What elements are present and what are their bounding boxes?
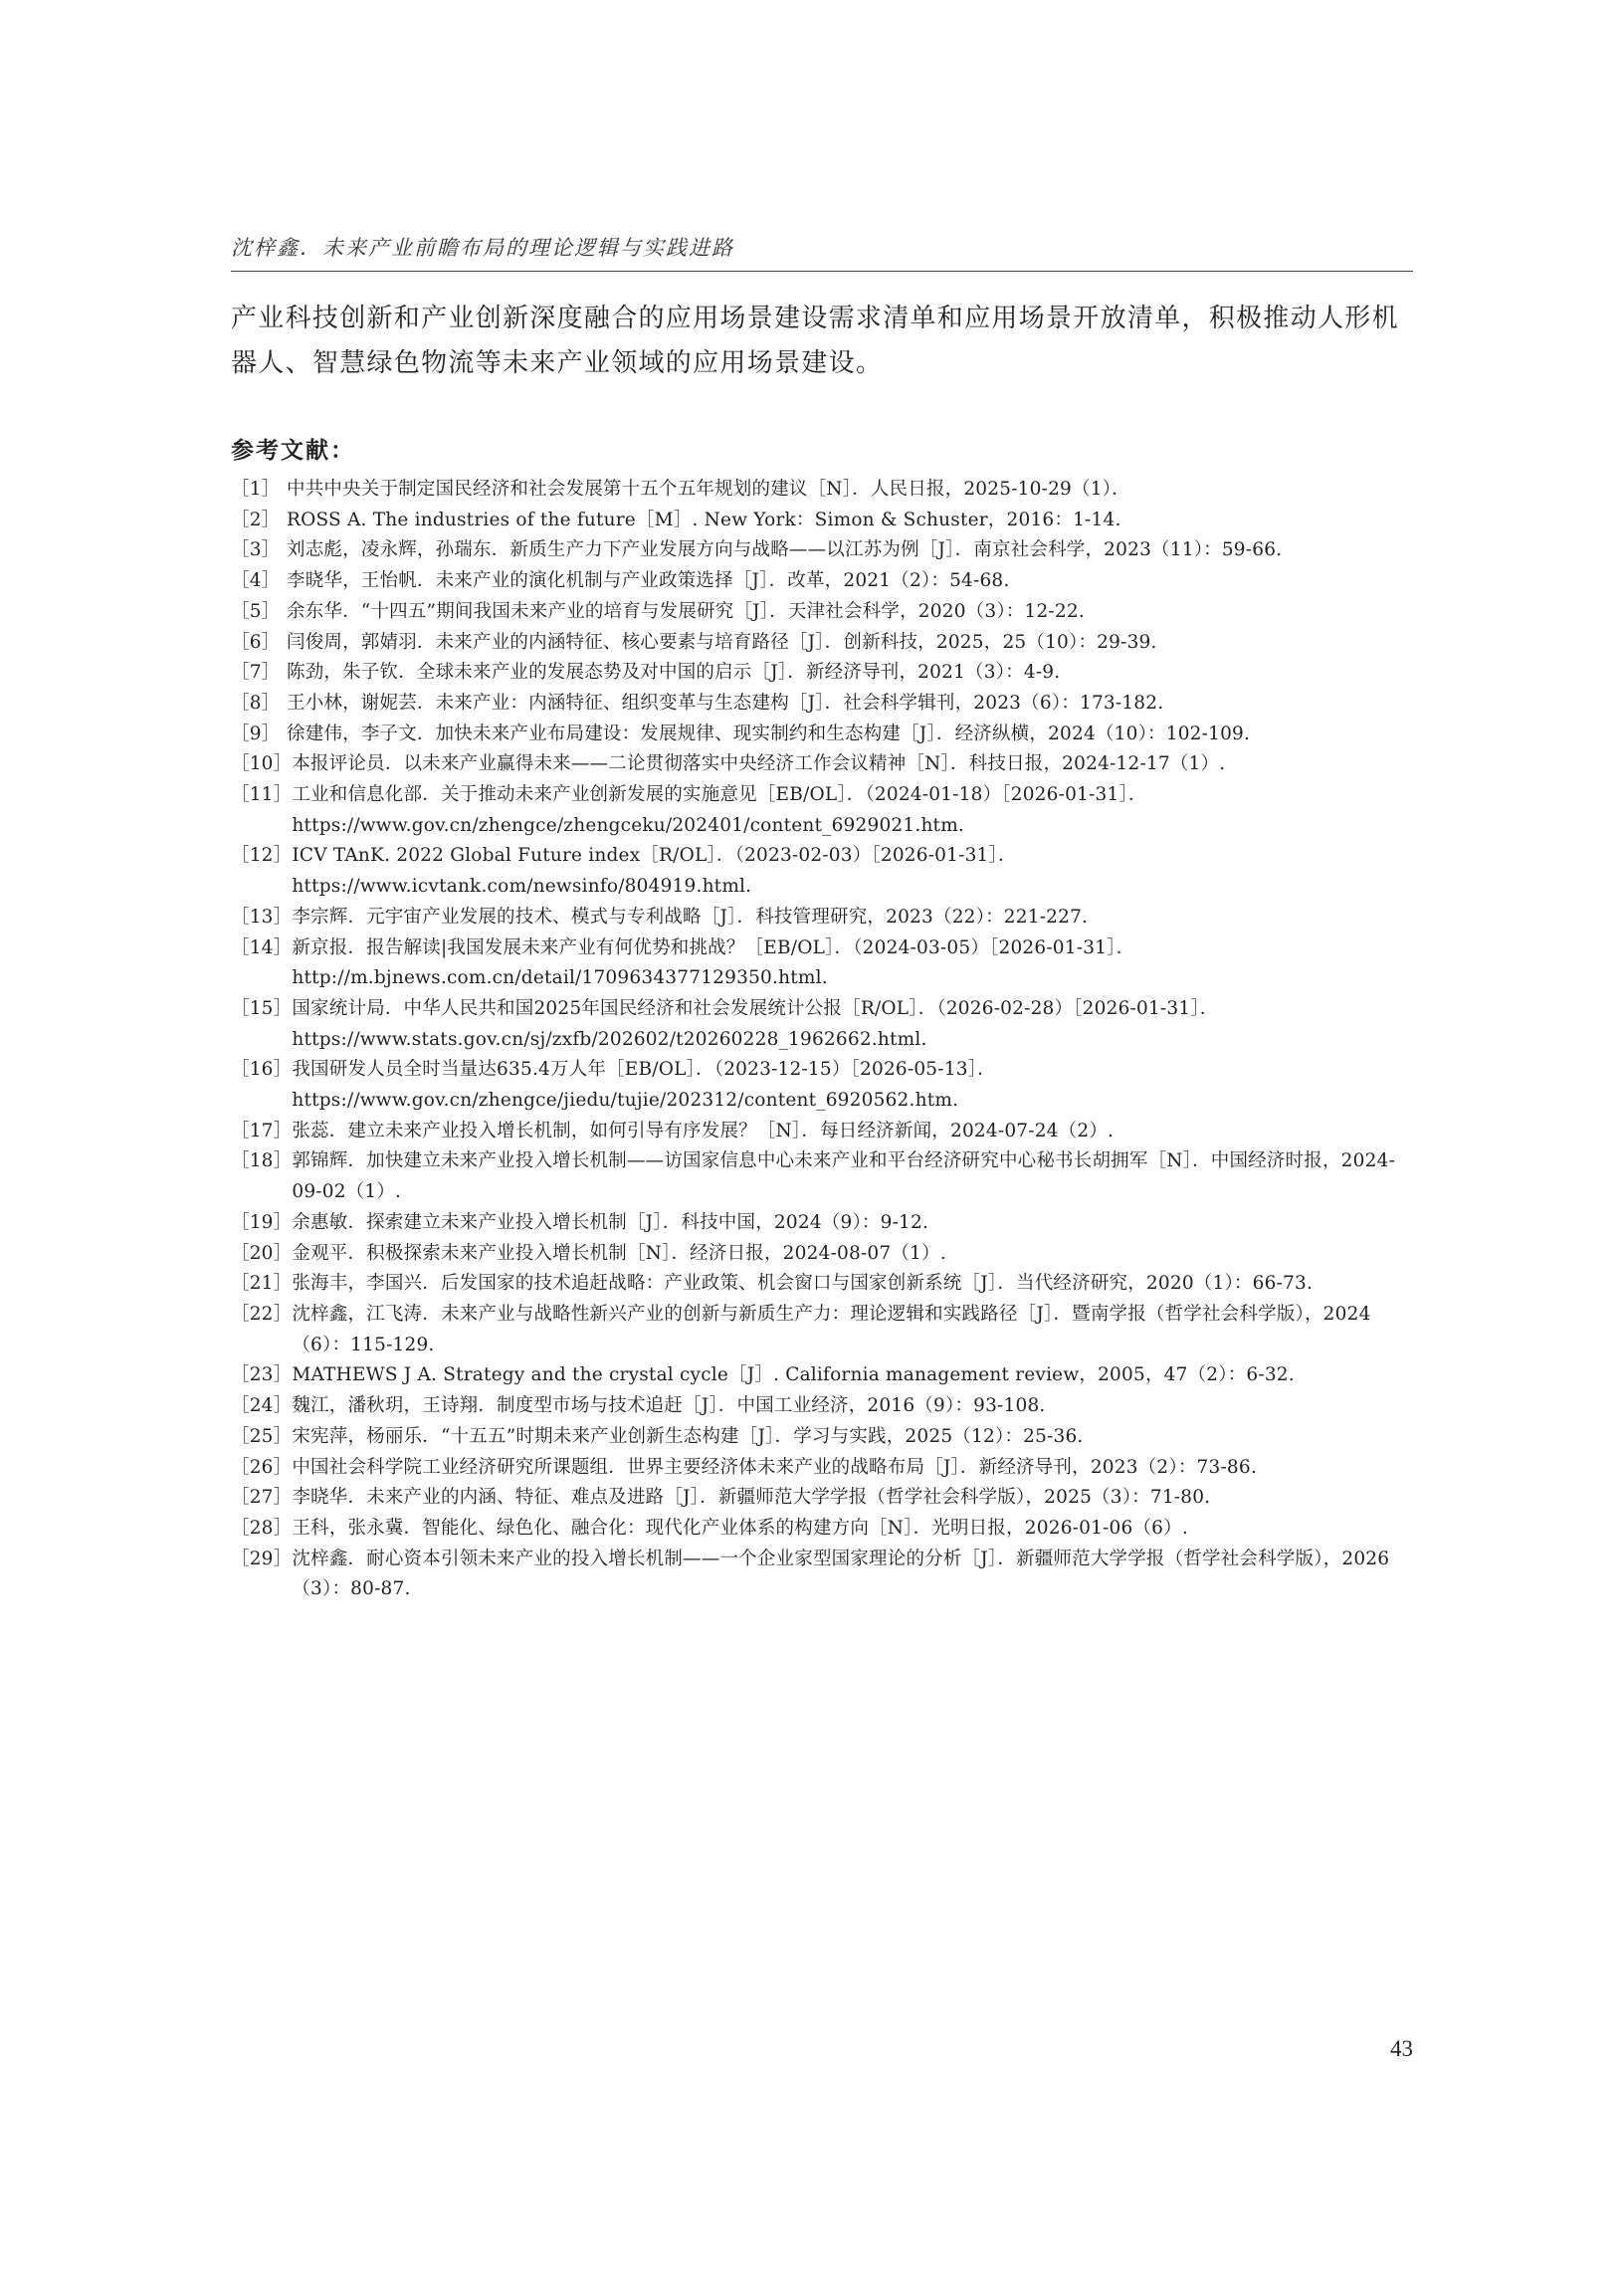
reference-number: ［25］: [231, 1425, 293, 1447]
reference-text: 张海丰，李国兴．后发国家的技术追赶战略：产业政策、机会窗口与国家创新系统［J］．当代经济研究，2020（1）：66-73.: [292, 1273, 1314, 1295]
reference-text: 沈梓鑫．耐心资本引领未来产业的投入增长机制——一个企业家型国家理论的分析［J］．新疆师范大学学报（哲学社会科学版），2026（3）：80-87.: [292, 1548, 1390, 1600]
reference-number: ［11］: [231, 784, 293, 806]
reference-text: 魏江，潘秋玥，王诗翔．制度型市场与技术追赶［J］．中国工业经济，2016（9）：93-108.: [292, 1395, 1046, 1417]
reference-text: 中国社会科学院工业经济研究所课题组．世界主要经济体未来产业的战略布局［J］．新经济导刊，2023（2）：73-86.: [292, 1456, 1257, 1478]
references-title: 参考文献：: [231, 438, 355, 464]
reference-text: 本报评论员．以未来产业赢得未来——二论贯彻落实中央经济工作会议精神［N］．科技日报，2024-12-17（1）.: [292, 753, 1226, 775]
reference-text: 余东华．“十四五”期间我国未来产业的培育与发展研究［J］．天津社会科学，2020（3）：12-22.: [287, 600, 1085, 622]
reference-item: [231, 506, 1413, 536]
reference-number: ［6］: [231, 631, 281, 653]
reference-number: ［24］: [231, 1395, 293, 1417]
reference-text: ROSS A. The industries of the future［M］. New York：Simon & Schuster，2016：1-14.: [287, 509, 1121, 530]
reference-item: [231, 994, 1413, 1055]
reference-text: 金观平．积极探索未来产业投入增长机制［N］．经济日报，2024-08-07（1）.: [292, 1242, 946, 1264]
reference-number: ［16］: [231, 1059, 293, 1081]
reference-item: [231, 658, 1413, 689]
reference-number: ［28］: [231, 1517, 293, 1539]
reference-item: [231, 1239, 1413, 1270]
reference-number: ［26］: [231, 1456, 293, 1478]
reference-text: 郭锦辉．加快建立未来产业投入增长机制——访国家信息中心未来产业和平台经济研究中心秘书长胡拥军［N］．中国经济时报，2024-09-02（1）.: [292, 1150, 1396, 1203]
reference-number: ［17］: [231, 1120, 293, 1141]
body-paragraph: 产业科技创新和产业创新深度融合的应用场景建设需求清单和应用场景开放清单，积极推动人形机器人、智慧绿色物流等未来产业领域的应用场景建设。: [231, 304, 1399, 378]
reference-text: 王科，张永冀．智能化、绿色化、融合化：现代化产业体系的构建方向［N］．光明日报，2026-01-06（6）.: [292, 1517, 1188, 1539]
reference-number: ［29］: [231, 1548, 293, 1569]
reference-item: [231, 1360, 1413, 1391]
reference-number: ［19］: [231, 1211, 293, 1233]
reference-number: ［8］: [231, 692, 281, 714]
reference-text: 余惠敏．探索建立未来产业投入增长机制［J］．科技中国，2024（9）：9-12.: [292, 1211, 929, 1233]
reference-item: [231, 933, 1413, 994]
reference-item: [231, 1422, 1413, 1453]
reference-number: ［18］: [231, 1150, 293, 1172]
reference-number: ［9］: [231, 723, 281, 744]
reference-text: 刘志彪，凌永辉，孙瑞东．新质生产力下产业发展方向与战略——以江苏为例［J］．南京社会科学，2023（11）：59-66.: [287, 539, 1283, 561]
reference-text: 我国研发人员全时当量达635.4万人年［EB/OL］．（2023-12-15）［2026-05-13］．https://www.gov.cn/zhengce/jiedu/tujie/202312/content_6920562.htm.: [292, 1059, 996, 1112]
reference-number: ［14］: [231, 936, 293, 958]
reference-list: [231, 475, 1413, 1605]
reference-item: [231, 1391, 1413, 1422]
reference-text: 李宗辉．元宇宙产业发展的技术、模式与专利战略［J］．科技管理研究，2023（22）：221-227.: [292, 906, 1089, 928]
reference-text: 新京报．报告解读|我国发展未来产业有何优势和挑战？［EB/OL］．（2024-03-05）［2026-01-31］．http://m.bjnews.com.cn/detail/1709634377129350.html.: [292, 936, 1135, 989]
reference-item: [231, 1208, 1413, 1239]
reference-text: 陈劲，朱子钦．全球未来产业的发展态势及对中国的启示［J］．新经济导刊，2021（3）：4-9.: [287, 662, 1061, 684]
reference-number: ［21］: [231, 1273, 293, 1295]
reference-text: 徐建伟，李子文．加快未来产业布局建设：发展规律、现实制约和生态构建［J］．经济纵横，2024（10）：102-109.: [287, 723, 1251, 744]
reference-number: ［10］: [231, 753, 293, 775]
reference-item: [231, 1483, 1413, 1514]
reference-text: 闫俊周，郭婧羽．未来产业的内涵特征、核心要素与培育路径［J］．创新科技，2025，25（10）：29-39.: [287, 631, 1157, 653]
reference-number: ［5］: [231, 600, 281, 622]
reference-number: ［7］: [231, 662, 281, 684]
reference-text: 工业和信息化部．关于推动未来产业创新发展的实施意见［EB/OL］．（2024-01-18）［2026-01-31］．https://www.gov.cn/zhengce/zhengceku/202401/content_6929021.htm.: [292, 784, 1147, 836]
reference-item: [231, 780, 1413, 841]
reference-number: ［4］: [231, 570, 281, 592]
reference-number: ［1］: [231, 479, 281, 500]
reference-item: [231, 749, 1413, 780]
reference-item: [231, 1055, 1413, 1116]
reference-text: 宋宪萍，杨丽乐．“十五五”时期未来产业创新生态构建［J］．学习与实践，2025（12）：25-36.: [292, 1425, 1084, 1447]
reference-text: ICV TAnK. 2022 Global Future index［R/OL］．（2023-02-03）［2026-01-31］．https://www.icvtank.com/newsinfo/804919.html.: [292, 845, 1017, 898]
reference-number: ［3］: [231, 539, 281, 561]
reference-item: [231, 1146, 1413, 1207]
reference-text: 李晓华，王怡帆．未来产业的演化机制与产业政策选择［J］．改革，2021（2）：54-68.: [287, 570, 1010, 592]
reference-text: 王小林，谢妮芸．未来产业：内涵特征、组织变革与生态建构［J］．社会科学辑刊，2023（6）：173-182.: [287, 692, 1164, 714]
page-number: 43: [1390, 2036, 1413, 2061]
reference-item: [231, 628, 1413, 659]
reference-number: ［12］: [231, 845, 293, 867]
header-rule: [231, 271, 1413, 272]
reference-item: [231, 1514, 1413, 1545]
reference-item: [231, 535, 1413, 566]
reference-item: [231, 1453, 1413, 1484]
reference-item: [231, 475, 1413, 506]
reference-item: [231, 1545, 1413, 1605]
reference-number: ［20］: [231, 1242, 293, 1264]
reference-item: [231, 903, 1413, 933]
reference-text: 张蕊．建立未来产业投入增长机制，如何引导有序发展？［N］．每日经济新闻，2024-07-24（2）.: [292, 1120, 1115, 1141]
reference-item: [231, 689, 1413, 720]
reference-number: ［23］: [231, 1364, 293, 1386]
reference-number: ［15］: [231, 997, 293, 1019]
reference-number: ［2］: [231, 509, 281, 530]
reference-item: [231, 1300, 1413, 1360]
reference-number: ［13］: [231, 906, 293, 928]
reference-item: [231, 566, 1413, 597]
reference-number: ［27］: [231, 1487, 293, 1509]
reference-number: ［22］: [231, 1303, 293, 1325]
reference-item: [231, 597, 1413, 628]
reference-text: 李晓华．未来产业的内涵、特征、难点及进路［J］．新疆师范大学学报（哲学社会科学版），2025（3）：71-80.: [292, 1487, 1211, 1509]
reference-text: 国家统计局．中华人民共和国2025年国民经济和社会发展统计公报［R/OL］．（2026-02-28）［2026-01-31］．https://www.stats.gov.cn/sj/zxfb/202602/t20260228_1962662.html.: [292, 997, 1219, 1050]
running-head: 沈梓鑫．未来产业前瞻布局的理论逻辑与实践进路: [231, 236, 734, 260]
reference-text: 中共中央关于制定国民经济和社会发展第十五个五年规划的建议［N］．人民日报，2025-10-29（1）．: [287, 479, 1130, 500]
reference-item: [231, 720, 1413, 750]
reference-item: [231, 841, 1413, 902]
reference-text: MATHEWS J A. Strategy and the crystal cycle［J］. California management review，2005，47（2）：6-32.: [292, 1364, 1295, 1386]
reference-text: 沈梓鑫，江飞涛．未来产业与战略性新兴产业的创新与新质生产力：理论逻辑和实践路径［J］．暨南学报（哲学社会科学版），2024（6）：115-129.: [292, 1303, 1371, 1355]
reference-item: [231, 1117, 1413, 1147]
reference-item: [231, 1269, 1413, 1300]
